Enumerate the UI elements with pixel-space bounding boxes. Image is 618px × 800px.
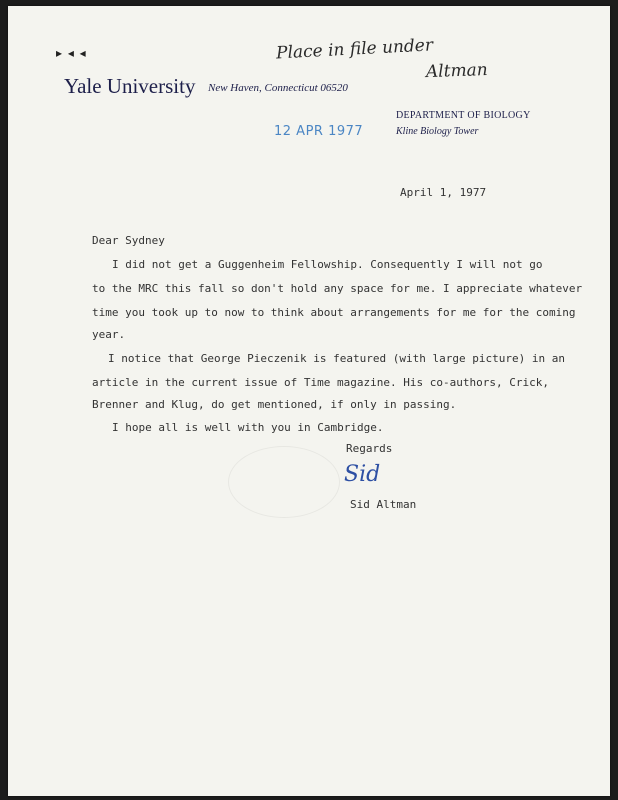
department-name: DEPARTMENT OF BIOLOGY	[396, 110, 531, 121]
department-building: Kline Biology Tower	[396, 126, 479, 137]
university-name: Yale University	[64, 74, 196, 98]
corner-mark: ▸ ◂ ◂	[56, 46, 87, 60]
closing: Regards	[346, 442, 393, 455]
body-line: I notice that George Pieczenik is featured (with large picture) in an	[108, 352, 565, 365]
body-line: article in the current issue of Time magazine. His co-authors, Crick,	[92, 376, 549, 389]
handwritten-note	[276, 34, 526, 86]
salutation: Dear Sydney	[92, 234, 165, 247]
handwritten-note-line1: Place in file under	[275, 35, 434, 64]
signer-name: Sid Altman	[350, 498, 417, 511]
letter-page	[8, 6, 610, 796]
received-date-stamp: 12 APR 1977	[274, 124, 364, 139]
letter-date: April 1, 1977	[400, 186, 487, 199]
body-line: to the MRC this fall so don't hold any space for me. I appreciate whatever	[92, 282, 583, 295]
embossed-seal	[228, 446, 340, 518]
body-line: Brenner and Klug, do get mentioned, if only in passing.	[92, 398, 457, 411]
body-line: I did not get a Guggenheim Fellowship. Consequently I will not go	[112, 258, 543, 271]
body-line: year.	[92, 328, 126, 341]
university-address: New Haven, Connecticut 06520	[208, 82, 348, 94]
handwritten-note-line2: Altman	[425, 59, 489, 83]
body-line: I hope all is well with you in Cambridge.	[112, 421, 384, 434]
handwritten-signature: Sid	[344, 462, 381, 487]
body-line: time you took up to now to think about arrangements for me for the coming	[92, 306, 576, 319]
